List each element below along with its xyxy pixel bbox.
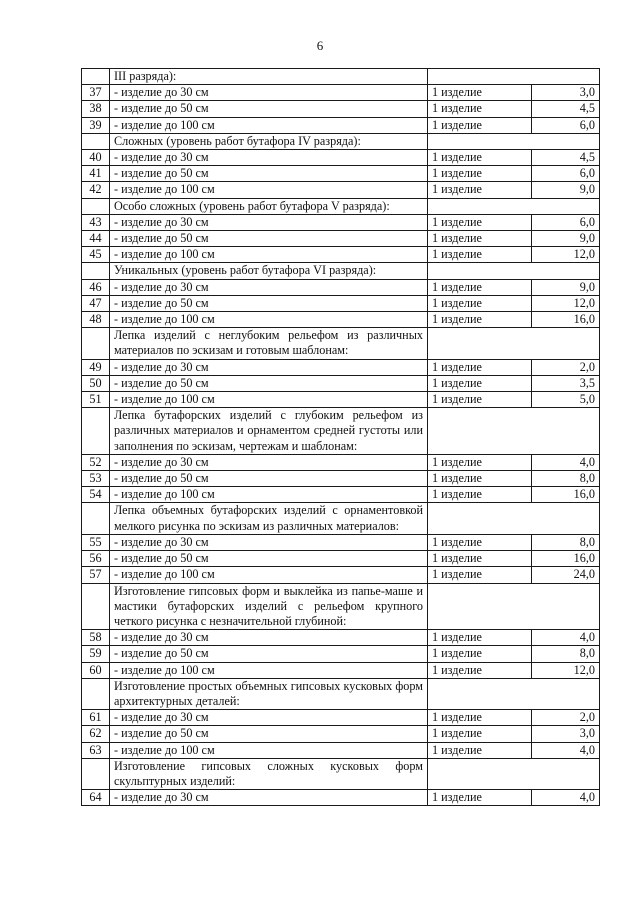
row-number: 47 <box>82 295 110 311</box>
norm-value: 2,0 <box>532 710 600 726</box>
norm-value: 12,0 <box>532 295 600 311</box>
section-row <box>82 198 600 214</box>
unit-cell <box>428 328 600 359</box>
page-number: 6 <box>316 38 324 53</box>
row-number: 63 <box>82 742 110 758</box>
table-row <box>82 166 600 182</box>
item-name: - изделие до 50 см <box>110 551 428 567</box>
table-row <box>82 567 600 583</box>
unit-cell <box>428 263 600 279</box>
item-name: - изделие до 50 см <box>110 375 428 391</box>
unit-of-measure: 1 изделие <box>428 454 532 470</box>
table-row <box>82 312 600 328</box>
unit-cell <box>428 133 600 149</box>
norm-value: 8,0 <box>532 471 600 487</box>
unit-of-measure: 1 изделие <box>428 312 532 328</box>
norms-table <box>81 68 600 806</box>
unit-of-measure: 1 изделие <box>428 726 532 742</box>
unit-of-measure: 1 изделие <box>428 231 532 247</box>
table-row <box>82 101 600 117</box>
row-number: 52 <box>82 454 110 470</box>
table-row <box>82 247 600 263</box>
row-number: 62 <box>82 726 110 742</box>
norm-value: 16,0 <box>532 487 600 503</box>
row-number: 37 <box>82 85 110 101</box>
table-row <box>82 375 600 391</box>
section-heading: Изготовление гипсовых сложных кусковых форм скульптурных изделий: <box>110 758 428 789</box>
table-row <box>82 551 600 567</box>
norm-value: 6,0 <box>532 117 600 133</box>
unit-of-measure: 1 изделие <box>428 247 532 263</box>
row-number: 56 <box>82 551 110 567</box>
section-heading: Особо сложных (уровень работ бутафора V разряда): <box>110 198 428 214</box>
item-name: - изделие до 100 см <box>110 392 428 408</box>
unit-of-measure: 1 изделие <box>428 359 532 375</box>
item-name: - изделие до 50 см <box>110 471 428 487</box>
norm-value: 5,0 <box>532 392 600 408</box>
unit-of-measure: 1 изделие <box>428 790 532 806</box>
row-number-cell <box>82 678 110 709</box>
norm-value: 12,0 <box>532 247 600 263</box>
item-name: - изделие до 50 см <box>110 295 428 311</box>
section-row <box>82 678 600 709</box>
norm-value: 3,0 <box>532 85 600 101</box>
row-number: 61 <box>82 710 110 726</box>
row-number: 39 <box>82 117 110 133</box>
section-row <box>82 69 600 85</box>
item-name: - изделие до 30 см <box>110 710 428 726</box>
item-name: - изделие до 100 см <box>110 312 428 328</box>
unit-of-measure: 1 изделие <box>428 85 532 101</box>
norms-table-body <box>82 69 600 806</box>
section-row <box>82 328 600 359</box>
row-number-cell <box>82 69 110 85</box>
table-row <box>82 454 600 470</box>
norm-value: 4,0 <box>532 454 600 470</box>
unit-of-measure: 1 изделие <box>428 646 532 662</box>
row-number-cell <box>82 263 110 279</box>
section-row <box>82 133 600 149</box>
section-row <box>82 263 600 279</box>
section-heading: Изготовление простых объемных гипсовых кусковых форм архитектурных деталей: <box>110 678 428 709</box>
row-number-cell <box>82 198 110 214</box>
item-name: - изделие до 30 см <box>110 534 428 550</box>
row-number: 43 <box>82 214 110 230</box>
norm-value: 2,0 <box>532 359 600 375</box>
unit-of-measure: 1 изделие <box>428 710 532 726</box>
row-number: 64 <box>82 790 110 806</box>
item-name: - изделие до 100 см <box>110 662 428 678</box>
section-heading: III разряда): <box>110 69 428 85</box>
row-number: 49 <box>82 359 110 375</box>
item-name: - изделие до 30 см <box>110 150 428 166</box>
table-row <box>82 392 600 408</box>
table-row <box>82 279 600 295</box>
table-row <box>82 742 600 758</box>
item-name: - изделие до 30 см <box>110 214 428 230</box>
item-name: - изделие до 100 см <box>110 247 428 263</box>
table-row <box>82 710 600 726</box>
row-number-cell <box>82 758 110 789</box>
item-name: - изделие до 100 см <box>110 182 428 198</box>
row-number-cell <box>82 328 110 359</box>
item-name: - изделие до 30 см <box>110 630 428 646</box>
section-heading: Сложных (уровень работ бутафора IV разряда): <box>110 133 428 149</box>
unit-of-measure: 1 изделие <box>428 279 532 295</box>
norm-value: 8,0 <box>532 534 600 550</box>
unit-cell <box>428 408 600 455</box>
unit-cell <box>428 198 600 214</box>
section-heading: Изготовление гипсовых форм и выклейка из папье-маше и мастики бутафорских изделий с рельефом крупного четкого рисунка с незначительной глубиной: <box>110 583 428 630</box>
table-row <box>82 662 600 678</box>
norm-value: 4,0 <box>532 742 600 758</box>
norm-value: 8,0 <box>532 646 600 662</box>
unit-of-measure: 1 изделие <box>428 150 532 166</box>
row-number: 54 <box>82 487 110 503</box>
unit-of-measure: 1 изделие <box>428 375 532 391</box>
unit-of-measure: 1 изделие <box>428 295 532 311</box>
item-name: - изделие до 100 см <box>110 567 428 583</box>
norm-value: 9,0 <box>532 279 600 295</box>
table-row <box>82 214 600 230</box>
row-number: 60 <box>82 662 110 678</box>
section-heading: Лепка изделий с неглубоким рельефом из различных материалов по эскизам и готовым шаблонам: <box>110 328 428 359</box>
unit-cell <box>428 583 600 630</box>
unit-cell <box>428 69 600 85</box>
unit-of-measure: 1 изделие <box>428 166 532 182</box>
unit-of-measure: 1 изделие <box>428 182 532 198</box>
row-number: 59 <box>82 646 110 662</box>
table-row <box>82 117 600 133</box>
section-row <box>82 583 600 630</box>
norm-value: 9,0 <box>532 182 600 198</box>
row-number: 57 <box>82 567 110 583</box>
item-name: - изделие до 30 см <box>110 359 428 375</box>
row-number-cell <box>82 583 110 630</box>
unit-cell <box>428 503 600 534</box>
unit-of-measure: 1 изделие <box>428 101 532 117</box>
norm-value: 24,0 <box>532 567 600 583</box>
table-row <box>82 534 600 550</box>
item-name: - изделие до 50 см <box>110 166 428 182</box>
section-row <box>82 758 600 789</box>
table-row <box>82 487 600 503</box>
item-name: - изделие до 30 см <box>110 454 428 470</box>
unit-of-measure: 1 изделие <box>428 117 532 133</box>
norm-value: 3,5 <box>532 375 600 391</box>
row-number: 51 <box>82 392 110 408</box>
table-row <box>82 150 600 166</box>
section-row <box>82 503 600 534</box>
item-name: - изделие до 50 см <box>110 231 428 247</box>
unit-of-measure: 1 изделие <box>428 534 532 550</box>
section-row <box>82 408 600 455</box>
item-name: - изделие до 50 см <box>110 726 428 742</box>
unit-cell <box>428 678 600 709</box>
norm-value: 4,0 <box>532 630 600 646</box>
item-name: - изделие до 100 см <box>110 742 428 758</box>
row-number: 58 <box>82 630 110 646</box>
table-row <box>82 295 600 311</box>
row-number: 42 <box>82 182 110 198</box>
row-number-cell <box>82 133 110 149</box>
row-number-cell <box>82 408 110 455</box>
table-row <box>82 231 600 247</box>
row-number: 50 <box>82 375 110 391</box>
row-number: 41 <box>82 166 110 182</box>
row-number: 38 <box>82 101 110 117</box>
table-row <box>82 726 600 742</box>
unit-of-measure: 1 изделие <box>428 551 532 567</box>
norm-value: 12,0 <box>532 662 600 678</box>
section-heading: Уникальных (уровень работ бутафора VI разряда): <box>110 263 428 279</box>
row-number: 53 <box>82 471 110 487</box>
item-name: - изделие до 100 см <box>110 117 428 133</box>
table-row <box>82 790 600 806</box>
row-number: 44 <box>82 231 110 247</box>
item-name: - изделие до 30 см <box>110 85 428 101</box>
item-name: - изделие до 30 см <box>110 279 428 295</box>
norm-value: 3,0 <box>532 726 600 742</box>
norm-value: 16,0 <box>532 312 600 328</box>
row-number: 40 <box>82 150 110 166</box>
norm-value: 4,5 <box>532 150 600 166</box>
section-heading: Лепка объемных бутафорских изделий с орнаментовкой мелкого рисунка по эскизам из различных материалов: <box>110 503 428 534</box>
item-name: - изделие до 50 см <box>110 646 428 662</box>
norm-value: 4,5 <box>532 101 600 117</box>
unit-of-measure: 1 изделие <box>428 567 532 583</box>
row-number: 45 <box>82 247 110 263</box>
row-number: 55 <box>82 534 110 550</box>
item-name: - изделие до 50 см <box>110 101 428 117</box>
row-number: 46 <box>82 279 110 295</box>
table-row <box>82 471 600 487</box>
norm-value: 4,0 <box>532 790 600 806</box>
unit-cell <box>428 758 600 789</box>
row-number-cell <box>82 503 110 534</box>
item-name: - изделие до 30 см <box>110 790 428 806</box>
unit-of-measure: 1 изделие <box>428 471 532 487</box>
section-heading: Лепка бутафорских изделий с глубоким рельефом из различных материалов и орнаментом средней густоты или заполнения по эскизам, чертежам и шаблонам: <box>110 408 428 455</box>
unit-of-measure: 1 изделие <box>428 392 532 408</box>
norm-value: 9,0 <box>532 231 600 247</box>
unit-of-measure: 1 изделие <box>428 662 532 678</box>
row-number: 48 <box>82 312 110 328</box>
table-row <box>82 646 600 662</box>
unit-of-measure: 1 изделие <box>428 487 532 503</box>
unit-of-measure: 1 изделие <box>428 742 532 758</box>
unit-of-measure: 1 изделие <box>428 214 532 230</box>
table-row <box>82 359 600 375</box>
item-name: - изделие до 100 см <box>110 487 428 503</box>
table-row <box>82 630 600 646</box>
table-row <box>82 85 600 101</box>
norm-value: 6,0 <box>532 214 600 230</box>
table-row <box>82 182 600 198</box>
unit-of-measure: 1 изделие <box>428 630 532 646</box>
norm-value: 16,0 <box>532 551 600 567</box>
norm-value: 6,0 <box>532 166 600 182</box>
